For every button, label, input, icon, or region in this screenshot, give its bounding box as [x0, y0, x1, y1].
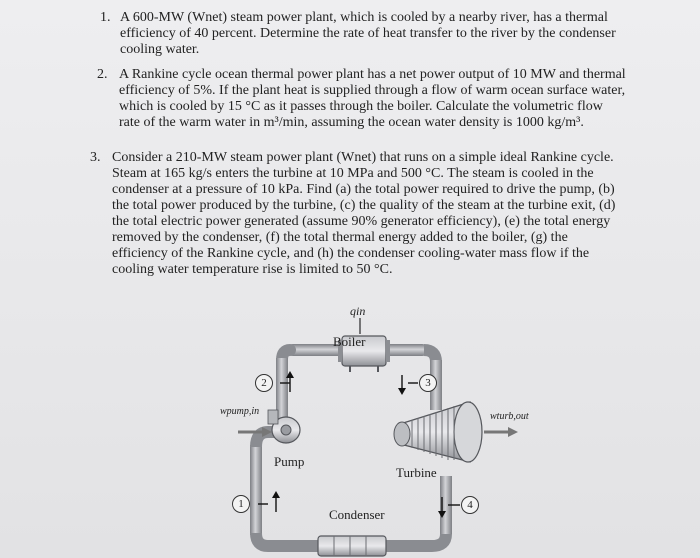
condenser-unit: [318, 536, 386, 556]
problem-text: Consider a 210-MW steam power plant (Wnet) that runs on a simple ideal Rankine cycle. Steam at 165 kg/s enters the turbine at 10 MPa and 500 °C. The steam is cooled in the condenser at a pressure of 10 kPa. Find (a) the total power required to drive the pump, (b) the total power produced by the turbine, (c) the quality of the steam at the turbine exit, (d) the total electric power generated (assume 90% generator efficiency), (e) the total energy removed by the condenser, (f) the total thermal energy added to the boiler, (g) the efficiency of the Rankine cycle, and (h) the condenser cooling-water mass flow if the cooling water temperature rise is limited to 50 °C.: [112, 150, 616, 277]
pump-work-label: wpump,in: [220, 406, 260, 417]
problem-text: A 600-MW (Wnet) steam power plant, which is cooled by a nearby river, has a thermal efficiency of 40 percent. Determine the rate of heat transfer to the river by the condenser cooling water.: [120, 10, 616, 57]
problem-text: A Rankine cycle ocean thermal power plant has a net power output of 10 MW and thermal efficiency of 5%. If the plant heat is supplied through a flow of warm ocean surface water, which is cooled by 15 °C as it passes through the boiler. Calculate the volumetric flow rate of the warm water in m³/min, assuming the ocean water density is 1000 kg/m³.: [119, 67, 626, 130]
turbine-work-label: wturb,out: [490, 411, 529, 422]
state-2-marker: 2: [255, 374, 273, 392]
pump-label: Pump: [274, 454, 305, 469]
state-4-marker: 4: [461, 496, 479, 514]
state-1-marker: 1: [232, 495, 250, 513]
problem-number: 1.: [100, 10, 111, 25]
condenser-label: Condenser: [329, 507, 385, 522]
state-3-marker: 3: [419, 374, 437, 392]
heat-input-label: qin: [350, 304, 366, 318]
turbine-label: Turbine: [396, 465, 437, 480]
problem-number: 2.: [97, 67, 108, 82]
turbine-unit: [394, 402, 482, 462]
boiler-label: Boiler: [333, 334, 366, 349]
problem-number: 3.: [90, 150, 101, 165]
